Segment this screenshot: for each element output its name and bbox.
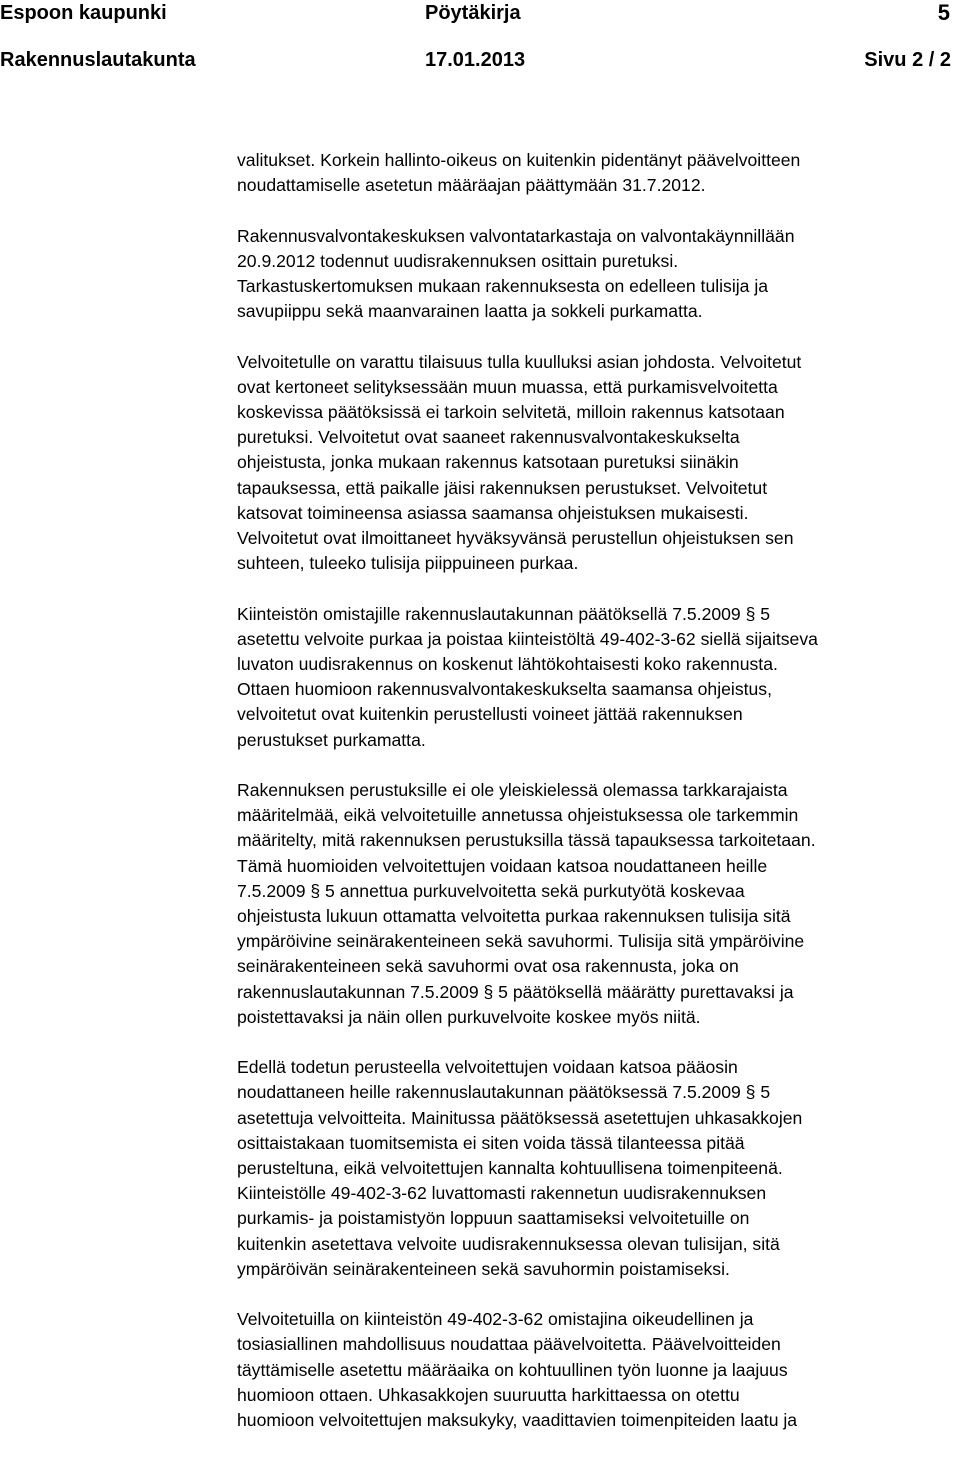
paragraph-line: rakennuslautakunnan 7.5.2009 § 5 päätöksellä määrätty purettavaksi ja bbox=[237, 981, 794, 1002]
paragraph-line: perustukset purkamatta. bbox=[237, 729, 426, 750]
paragraph-line: tosiasiallinen mahdollisuus noudattaa päävelvoitetta. Päävelvoitteiden bbox=[237, 1334, 781, 1355]
paragraph-line: asetettuja velvoitteita. Mainitussa päätöksessä asetettujen uhkasakkojen bbox=[237, 1107, 803, 1128]
paragraph-line: katsovat toimineensa asiassa saamansa ohjeistuksen mukaisesti. bbox=[237, 502, 749, 523]
paragraph-line: noudattaneen heille rakennuslautakunnan päätöksessä 7.5.2009 § 5 bbox=[237, 1082, 771, 1103]
paragraph-line: Kiinteistölle 49-402-3-62 luvattomasti rakennetun uudisrakennuksen bbox=[237, 1183, 767, 1204]
paragraph-line: suhteen, tuleeko tulisija piippuineen purkaa. bbox=[237, 553, 579, 574]
paragraph-line: määritelmää, eikä velvoitetuille annetussa ohjeistuksessa ole tarkemmin bbox=[237, 805, 799, 826]
paragraph-line: valitukset. Korkein hallinto-oikeus on kuitenkin pidentänyt päävelvoitteen bbox=[237, 150, 801, 170]
paragraph-line: ohjeistusta lukuun ottamatta velvoitetta purkaa rakennuksen tulisija sitä bbox=[237, 906, 791, 927]
paragraph bbox=[237, 350, 959, 577]
paragraph-line: huomioon ottaen. Uhkasakkojen suuruutta harkittaessa on otettu bbox=[237, 1384, 740, 1405]
paragraph-line: velvoitetut ovat kuitenkin perustellusti voineet jättää rakennuksen bbox=[237, 704, 743, 725]
paragraph-line: savupiippu sekä maanvarainen laatta ja sokkeli purkamatta. bbox=[237, 301, 703, 322]
paragraph-line: Velvoitetuilla on kiinteistön 49-402-3-62 omistajina oikeudellinen ja bbox=[237, 1309, 754, 1330]
paragraph-line: puretuksi. Velvoitetut ovat saaneet rakennusvalvontakeskukselta bbox=[237, 427, 740, 448]
paragraph-line: 20.9.2012 todennut uudisrakennuksen osittain puretuksi. bbox=[237, 250, 679, 271]
paragraph-line: ohjeistusta, jonka mukaan rakennus katsotaan puretuksi siinäkin bbox=[237, 452, 739, 473]
paragraph bbox=[237, 602, 959, 753]
paragraph-line: ympäröivine seinärakenteineen sekä savuhormi. Tulisija sitä ympäröivine bbox=[237, 931, 805, 952]
paragraph-line: Rakennusvalvontakeskuksen valvontatarkastaja on valvontakäynnillään bbox=[237, 225, 795, 246]
paragraph-line: purkamis- ja poistamistyön loppuun saattamiseksi velvoitetuille on bbox=[237, 1208, 750, 1229]
paragraph-line: ympäröivän seinärakenteineen sekä savuhormin poistamiseksi. bbox=[237, 1258, 730, 1279]
paragraph-line: osittaistakaan tuomitsemista ei siten voida tässä tilanteessa pitää bbox=[237, 1132, 745, 1153]
paragraph-line: ovat kertoneet selityksessään muun muassa, että purkamisvelvoitetta bbox=[237, 376, 778, 397]
paragraph bbox=[237, 1055, 959, 1282]
paragraph-line: luvaton uudisrakennus on koskenut lähtökohtaisesti koko rakennusta. bbox=[237, 654, 778, 675]
paragraph-line: tapauksessa, että paikalle jäisi rakennuksen perustukset. Velvoitetut bbox=[237, 477, 768, 498]
paragraph-line: 7.5.2009 § 5 annettua purkuvelvoitetta sekä purkutyötä koskevaa bbox=[237, 880, 745, 901]
paragraph-line: huomioon velvoitettujen maksukyky, vaadittavien toimenpiteiden laatu ja bbox=[237, 1410, 798, 1431]
paragraph-line: Rakennuksen perustuksille ei ole yleiskielessä olemassa tarkkarajaista bbox=[237, 780, 788, 801]
document-type: Pöytäkirja bbox=[425, 2, 521, 24]
paragraph bbox=[237, 148, 959, 198]
paragraph-line: Edellä todetun perusteella velvoitettujen voidaan katsoa pääosin bbox=[237, 1057, 738, 1078]
paragraph-line: Ottaen huomioon rakennusvalvontakeskukselta saamansa ohjeistus, bbox=[237, 679, 772, 700]
board-name: Rakennuslautakunta bbox=[0, 49, 196, 71]
paragraph-line: kuitenkin asetettava velvoite uudisrakennuksessa olevan tulisijan, sitä bbox=[237, 1233, 780, 1254]
header-row-top bbox=[0, 0, 960, 27]
paragraph bbox=[237, 778, 959, 1030]
organization-name: Espoon kaupunki bbox=[0, 2, 167, 24]
document-body bbox=[237, 148, 959, 1458]
paragraph-line: asetettu velvoite purkaa ja poistaa kiinteistöltä 49-402-3-62 siellä sijaitseva bbox=[237, 628, 818, 649]
page-number: Sivu 2 / 2 bbox=[864, 49, 951, 71]
paragraph-line: perusteltuna, eikä velvoitettujen kannalta kohtuullisena toimenpiteenä. bbox=[237, 1158, 783, 1179]
paragraph-line: koskevissa päätöksissä ei tarkoin selvitetä, milloin rakennus katsotaan bbox=[237, 402, 785, 422]
paragraph-line: määritelty, mitä rakennuksen perustuksilla tässä tapauksessa tarkoitetaan. bbox=[237, 830, 816, 851]
paragraph-line: täyttämiselle asetettu määräaika on kohtuullinen työn luonne ja laajuus bbox=[237, 1359, 788, 1380]
section-number: 5 bbox=[937, 0, 950, 25]
paragraph bbox=[237, 224, 959, 325]
paragraph-line: Tämä huomioiden velvoitettujen voidaan katsoa noudattaneen heille bbox=[237, 855, 768, 876]
paragraph-line: poistettavaksi ja näin ollen purkuvelvoite koskee myös niitä. bbox=[237, 1006, 701, 1027]
header-row-bottom bbox=[0, 46, 960, 74]
paragraph-line: noudattamiselle asetetun määräajan päättymään 31.7.2012. bbox=[237, 175, 706, 196]
paragraph-line: Velvoitetulle on varattu tilaisuus tulla kuulluksi asian johdosta. Velvoitetut bbox=[237, 351, 802, 372]
paragraph bbox=[237, 1307, 959, 1433]
meeting-date: 17.01.2013 bbox=[425, 49, 526, 71]
paragraph-line: seinärakenteineen sekä savuhormi ovat osa rakennusta, joka on bbox=[237, 956, 739, 977]
paragraph-line: Kiinteistön omistajille rakennuslautakunnan päätöksellä 7.5.2009 § 5 bbox=[237, 603, 771, 624]
paragraph-line: Velvoitetut ovat ilmoittaneet hyväksyvänsä perustellun ohjeistuksen sen bbox=[237, 528, 794, 549]
paragraph-line: Tarkastuskertomuksen mukaan rakennuksesta on edelleen tulisija ja bbox=[237, 276, 769, 296]
